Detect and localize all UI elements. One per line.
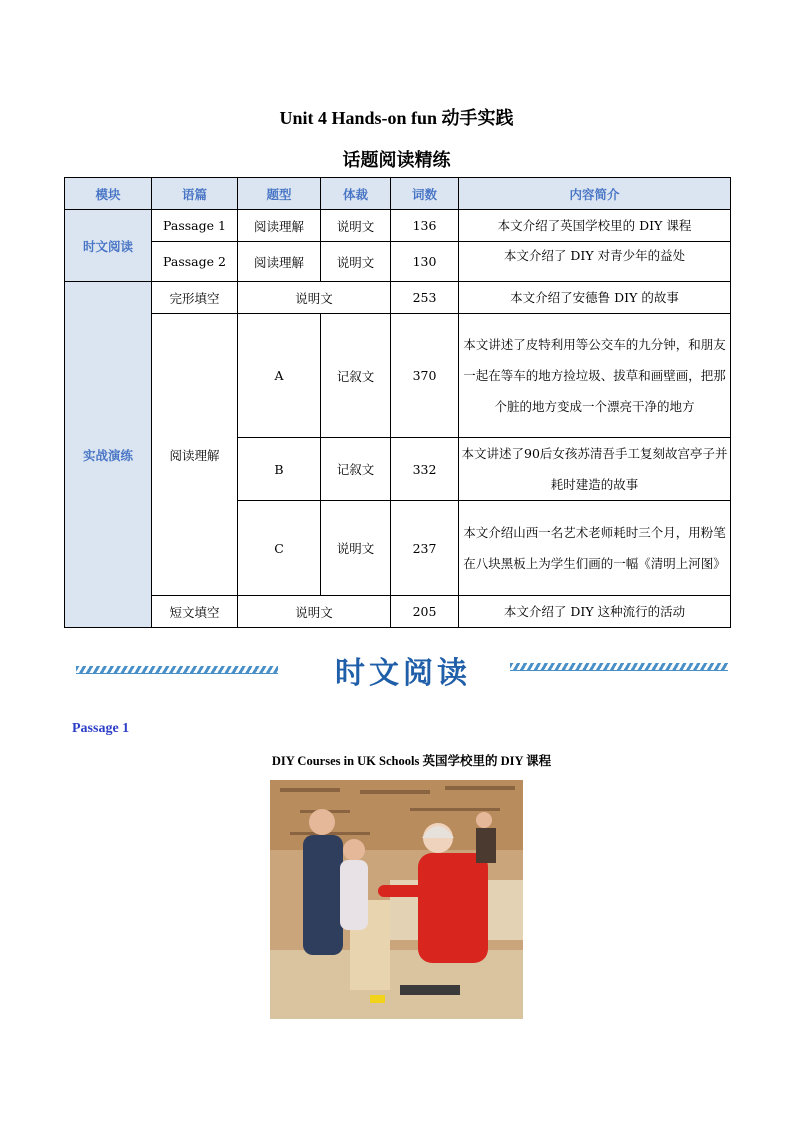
- table-row: [65, 596, 731, 628]
- column-header: 模块: [65, 178, 152, 210]
- genre-cell: 说明文: [238, 282, 391, 314]
- page-subtitle: 话题阅读精练: [342, 150, 451, 171]
- column-header: 内容简介: [459, 178, 731, 210]
- table-row: [65, 282, 731, 314]
- passage-photo: [270, 780, 523, 1019]
- banner-stripe-right: [510, 663, 728, 671]
- page-title: Unit 4 Hands-on fun 动手实践: [279, 108, 514, 128]
- genre-cell: 说明文: [238, 596, 391, 628]
- column-header: 体裁: [321, 178, 391, 210]
- section-banner: [74, 648, 728, 694]
- column-header: 语篇: [152, 178, 238, 210]
- words-cell: 136: [391, 210, 459, 242]
- words-cell: 237: [391, 501, 459, 596]
- type-cell: 阅读理解: [238, 242, 321, 282]
- words-cell: 370: [391, 314, 459, 438]
- passage-title: DIY Courses in UK Schools 英国学校里的 DIY 课程: [271, 754, 552, 768]
- desc-cell: 本文讲述了皮特利用等公交车的九分钟，和朋友一起在等车的地方捡垃圾、拔草和画壁画，把那个脏的地方变成一个漂亮干净的地方: [459, 314, 731, 438]
- banner-stripe-left: [76, 666, 278, 674]
- table-row: [65, 210, 731, 242]
- desc-cell: 本文介绍山西一名艺术老师耗时三个月，用粉笔在八块黑板上为学生们画的一幅《清明上河图》: [459, 501, 731, 596]
- passage-cell: Passage 1: [152, 210, 238, 242]
- genre-cell: 记叙文: [321, 438, 391, 501]
- genre-cell: 说明文: [321, 210, 391, 242]
- passage-cell: 完形填空: [152, 282, 238, 314]
- part-cell: A: [238, 314, 321, 438]
- passage-label: Passage 1: [72, 721, 130, 736]
- words-cell: 130: [391, 242, 459, 282]
- column-header: 词数: [391, 178, 459, 210]
- words-cell: 205: [391, 596, 459, 628]
- summary-table: [64, 177, 731, 628]
- part-cell: B: [238, 438, 321, 501]
- part-cell: C: [238, 501, 321, 596]
- desc-cell: 本文介绍了 DIY 对青少年的益处: [459, 242, 731, 282]
- workshop-photo-illustration: [270, 780, 523, 1019]
- genre-cell: 记叙文: [321, 314, 391, 438]
- passage-cell: 阅读理解: [152, 314, 238, 596]
- type-cell: 阅读理解: [238, 210, 321, 242]
- passage-cell: Passage 2: [152, 242, 238, 282]
- desc-cell: 本文讲述了90后女孩苏清吾手工复刻故宫亭子并耗时建造的故事: [459, 438, 731, 501]
- genre-cell: 说明文: [321, 501, 391, 596]
- genre-cell: 说明文: [321, 242, 391, 282]
- section-banner-title: 时文阅读: [335, 656, 471, 691]
- table-header-row: [65, 178, 731, 210]
- desc-cell: 本文介绍了安德鲁 DIY 的故事: [459, 282, 731, 314]
- desc-cell: 本文介绍了 DIY 这种流行的活动: [459, 596, 731, 628]
- words-cell: 253: [391, 282, 459, 314]
- module-cell-practice: 实战演练: [65, 282, 152, 628]
- column-header: 题型: [238, 178, 321, 210]
- desc-cell: 本文介绍了英国学校里的 DIY 课程: [459, 210, 731, 242]
- passage-cell: 短文填空: [152, 596, 238, 628]
- table-row: [65, 314, 731, 438]
- words-cell: 332: [391, 438, 459, 501]
- table-row: [65, 242, 731, 282]
- module-cell-current: 时文阅读: [65, 210, 152, 282]
